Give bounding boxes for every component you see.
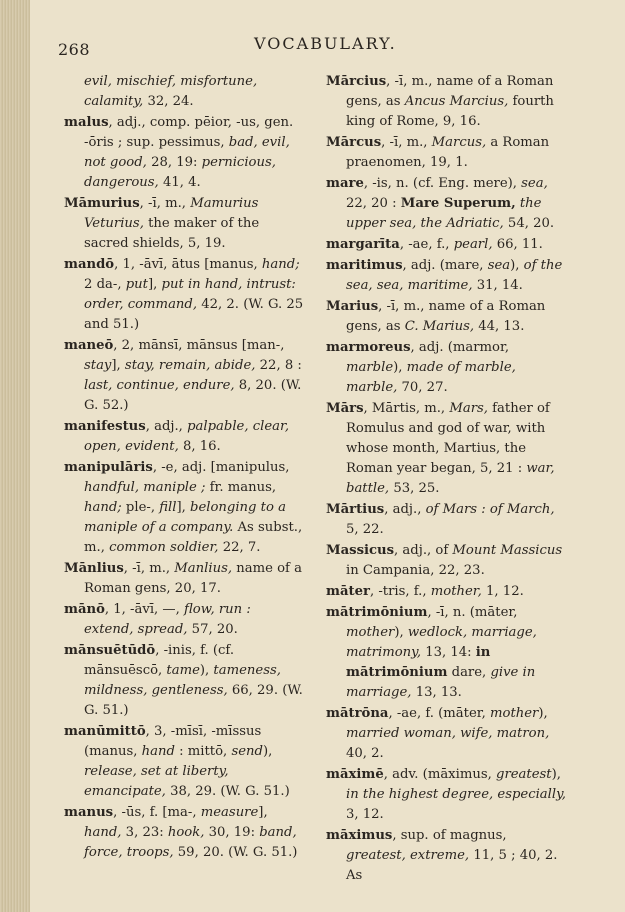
dictionary-entry [326,72,566,132]
dictionary-entry [64,803,304,863]
headword: Marius [326,299,379,314]
gloss: Mamurius Veturius, [84,196,259,231]
entry-text: ], [176,500,190,515]
headword: margarīta [326,237,400,252]
entry-continuation [64,72,304,112]
entry-text: in Campania, 22, 23. [346,563,485,578]
entry-text: ), [199,663,214,678]
entry-text: ), [510,258,524,273]
entry-text: , 1, -āvī, ātus [manus, [114,257,262,272]
entry-text: , -ī, n. (māter, [427,605,518,620]
dictionary-entry [326,826,566,886]
entry-text: , adj. (marmor, [410,340,510,355]
gloss: Ancus Marcius, [404,94,509,109]
headword: Mānlius [64,561,124,576]
gloss: mother [490,706,539,721]
gloss: last, continue, endure, [84,378,235,393]
entry-text: , adj., of [394,543,453,558]
gloss: band, force, troops, [84,825,297,860]
entry-text: ], [111,358,125,373]
gloss: Marcus, [431,135,487,150]
entry-text: , -ī, m., name of a Roman gens, as [346,74,554,109]
gloss: give in marriage, [346,665,536,700]
entry-text: , 3, -mīsī, -mīssus (manus, [84,724,262,759]
entry-text: 11, 5 ; 40, 2. As [346,848,558,883]
dictionary-entry [64,194,304,254]
dictionary-entry [64,458,304,558]
entry-text: , -ūs, f. [ma-, [113,805,201,820]
gloss: tame [166,663,200,678]
headword: māximē [326,767,384,782]
entry-text: ), [394,625,408,640]
entry-text: 32, 24. [143,94,194,109]
gloss: release, set at liberty, emancipate, [84,764,229,799]
gloss: bad, evil, not good, [84,135,290,170]
entry-text: ], [258,805,268,820]
entry-text: ), [393,360,407,375]
entry-text: , 1, -āvī, —, [104,602,184,617]
entry-text: , sup. of magnus, [392,828,507,843]
gloss: of the sea, sea, maritime, [346,258,563,293]
entry-text: the maker of the sacred shields, 5, 19. [84,216,260,251]
entry-text: 2 da-, [84,277,126,292]
entry-text: dare, [447,665,491,680]
gloss: mother [346,625,395,640]
entry-text: fourth king of Rome, 9, 16. [346,94,554,129]
gloss: measure [200,805,259,820]
dictionary-entry [64,641,304,721]
entry-text: , -ī, m., [139,196,191,211]
dictionary-entry [326,704,566,764]
headword: marmoreus [326,340,411,355]
entry-text: , adj., [145,419,188,434]
dictionary-entry [64,600,304,640]
entry-text: , -ae, f., [399,237,454,252]
gloss: tameness, mildness, gentleness, [84,663,281,698]
gloss: marble [346,360,394,375]
gloss: war, battle, [346,461,555,496]
gloss: put [125,277,148,292]
entry-text: 22, 20 : [346,196,401,211]
headword: manipulāris [64,460,153,475]
entry-text: 59, 20. (W. G. 51.) [173,845,298,860]
gloss: made of marble, marble, [346,360,516,395]
gloss: wedlock, marriage, matrimony, [346,625,537,660]
entry-text: ], [147,277,162,292]
headword: manifestus [64,419,146,434]
entry-text: 8, 20. (W. G. 52.) [84,378,302,413]
entry-text: 41, 4. [158,175,201,190]
entry-text: , -is, n. (cf. Eng. mere), [363,176,522,191]
dictionary-entry [326,765,566,825]
gloss: C. Marius, [404,319,475,334]
dictionary-entry [64,255,304,335]
entry-text: , Mārtis, m., [363,401,450,416]
dictionary-entry [326,133,566,173]
entry-text: , adj. (mare, [402,258,488,273]
entry-text: 30, 19: [204,825,260,840]
entry-text: , adj., [384,502,426,517]
entry-text: 13, 13. [411,685,462,700]
entry-text: As subst., m., [84,520,303,555]
column-right [326,72,566,887]
dictionary-entry [326,338,566,398]
entry-text: , -ī, m., [123,561,175,576]
dictionary-entry [64,336,304,416]
entry-text: 3, 23: [121,825,168,840]
entry-text: 54, 20. [503,216,555,231]
entry-text: 22, 8 : [255,358,302,373]
gloss: of Mars : of March, [425,502,555,517]
gloss: Mount Massicus [452,543,563,558]
headword: mātrōna [326,706,389,721]
headword: mānō [64,602,105,617]
entry-text: , -inis, f. (cf. mānsuēscō, [84,643,235,678]
book-spine-edge [0,0,30,912]
gloss: greatest [496,767,552,782]
headword: Māmurius [64,196,140,211]
entry-text: , adv. (māximus, [383,767,496,782]
gloss: married woman, wife, matron, [346,726,550,741]
headword: manūmittō [64,724,146,739]
headword: in mātrimōnium [346,645,491,680]
gloss: hand; [261,257,300,272]
dictionary-entry [326,582,566,602]
entry-text: ), [262,744,273,759]
entry-text: 1, 12. [481,584,524,599]
entry-text: fr. manus, [205,480,277,495]
entry-text: 66, 29. (W. G. 51.) [84,683,303,718]
entry-text: , -ī, m., name of a Roman gens, as [346,299,546,334]
dictionary-entry [326,603,566,703]
entry-text: name of a Roman gens, 20, 17. [84,561,302,596]
dictionary-entry [326,297,566,337]
entry-text: 5, 22. [346,522,384,537]
headword: Massicus [326,543,395,558]
entry-text: 40, 2. [346,746,384,761]
headword: māter [326,584,370,599]
dictionary-entry [326,256,566,296]
headword: māximus [326,828,393,843]
gloss: send [231,744,263,759]
headword: Mare Superum, [400,196,516,211]
headword: mānsuētūdō [64,643,156,658]
gloss: put in hand, intrust: order, command, [84,277,296,312]
entry-text: , 2, mānsī, mānsus [man-, [113,338,285,353]
headword: Mārcius [326,74,387,89]
entry-text: , -ī, m., [381,135,432,150]
entry-text: 31, 14. [472,278,523,293]
entry-text: , -tris, f., [369,584,431,599]
gloss: hand, [84,825,122,840]
gloss: stay, remain, abide, [124,358,256,373]
headword: maritimus [326,258,403,273]
gloss: pernicious, dangerous, [84,155,276,190]
entry-text: a Roman praenomen, 19, 1. [346,135,550,170]
entry-text: 44, 13. [474,319,525,334]
entry-text: 22, 7. [218,540,261,555]
dictionary-entry [326,174,566,234]
headword: malus [64,115,109,130]
gloss: flow, run : extend, spread, [84,602,251,637]
page-number: 268 [58,40,91,59]
gloss: greatest, extreme, [346,848,470,863]
headword: Mārs [326,401,364,416]
entry-text: 53, 25. [389,481,440,496]
entry-text: 42, 2. (W. G. 25 and 51.) [84,297,304,332]
entry-text: 57, 20. [187,622,238,637]
headword: mare [326,176,364,191]
dictionary-entry [64,722,304,802]
headword: manus [64,805,114,820]
entry-text: : mittō, [174,744,232,759]
entry-text: ), [551,767,561,782]
gloss: mother, [430,584,482,599]
dictionary-entry [64,113,304,193]
gloss: evil, mischief, misfortune, calamity, [84,74,258,109]
entry-text: 13, 14: [421,645,476,660]
gloss: in the highest degree, especially, [346,787,566,802]
gloss: stay [84,358,112,373]
headword: mandō [64,257,115,272]
gloss: hook, [167,825,205,840]
gloss: fill [159,500,177,515]
entry-text: , -e, adj. [manipulus, [152,460,290,475]
entry-text: 8, 16. [178,439,221,454]
entry-text: , adj., comp. pēior, -us, gen. -ōris ; sup. pessimus, [84,115,294,150]
entry-text: father of Romulus and god of war, with whose month, Martius, the Roman year began, 5, 21 : [346,401,550,476]
page-header [58,32,607,58]
gloss: hand; [84,500,122,515]
entry-text: 28, 19: [146,155,202,170]
dictionary-entry [326,399,566,499]
gloss: pearl, [453,237,493,252]
headword: maneō [64,338,114,353]
gloss: Manlius, [174,561,233,576]
gloss: palpable, clear, open, evident, [84,419,290,454]
entry-text: 3, 12. [346,807,384,822]
dictionary-entry [326,541,566,581]
gloss: hand [141,744,175,759]
gloss: the upper sea, the Adriatic, [346,196,542,231]
gloss: sea [487,258,511,273]
headword: Mārtius [326,502,385,517]
gloss: belonging to a maniple of a company. [84,500,286,535]
dictionary-entry [64,559,304,599]
entry-text: ple-, [121,500,160,515]
gloss: handful, maniple ; [84,480,206,495]
entry-text: 66, 11. [492,237,543,252]
running-head: VOCABULARY. [254,34,397,53]
headword: mātrimōnium [326,605,428,620]
column-left [64,72,304,864]
entry-text: 70, 27. [397,380,448,395]
dictionary-entry [64,417,304,457]
gloss: sea, [521,176,548,191]
headword: Mārcus [326,135,382,150]
dictionary-entry [326,235,566,255]
entry-text: , -ae, f. (māter, [388,706,491,721]
gloss: Mars, [449,401,488,416]
entry-text: 38, 29. (W. G. 51.) [165,784,290,799]
dictionary-entry [326,500,566,540]
gloss: common soldier, [109,540,219,555]
entry-text: ), [538,706,548,721]
